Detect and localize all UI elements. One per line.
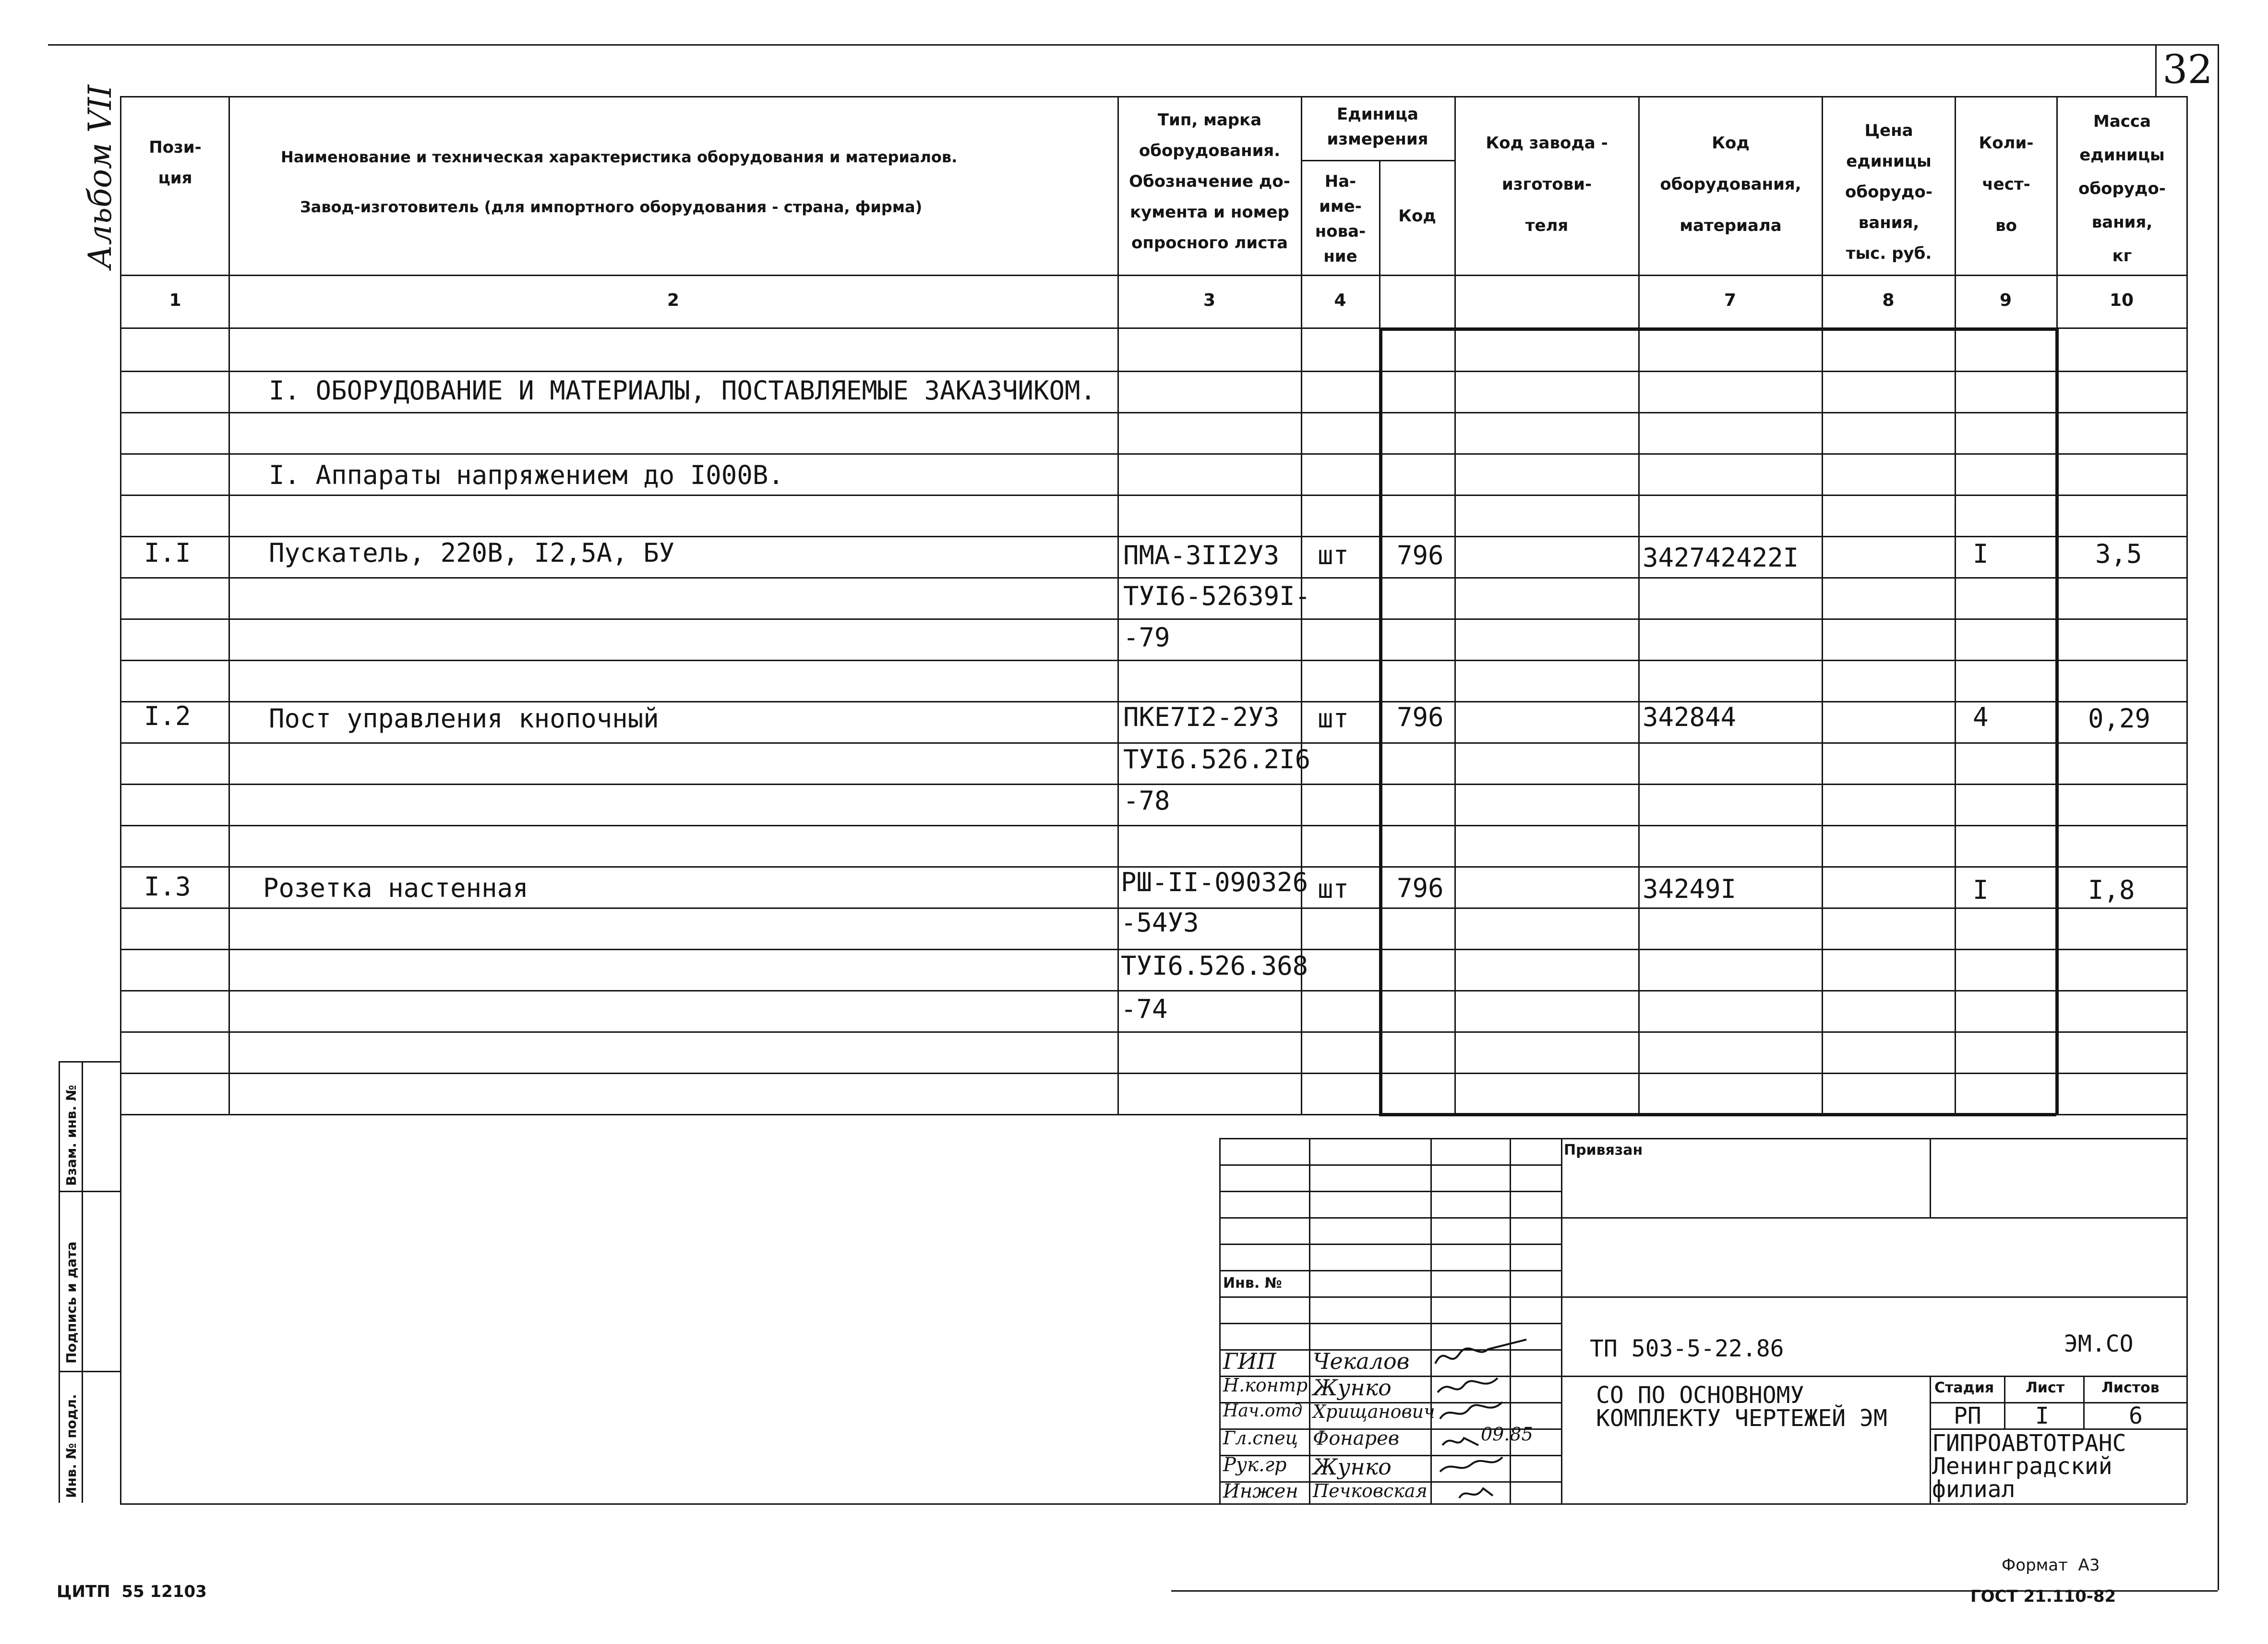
document-code: ТП 503-5-22.86 <box>1590 1335 1784 1362</box>
header-type: Тип, марка оборудования. Обозначение до- кумента и номер опросного листа <box>1129 110 1290 253</box>
column-number: 2 <box>667 290 680 310</box>
item-quantity: 4 <box>1973 702 1989 732</box>
column-number: 10 <box>2109 290 2134 310</box>
item-type-line: ТУI6-52639I- <box>1123 581 1311 611</box>
section-title-text: I. ОБОРУДОВАНИЕ И МАТЕРИАЛЫ, ПОСТАВЛЯЕМЫЕ ЗАКАЗЧИКОМ. <box>269 375 1096 406</box>
inv-number-label: Инв. № <box>1223 1275 1282 1292</box>
item-type-line: ПМА-3II2УЗ <box>1123 540 1280 570</box>
header-unit-code: Код <box>1398 206 1436 226</box>
item-position: I.3 <box>144 871 191 902</box>
item-position: I.2 <box>144 701 191 731</box>
item-unit-code: 796 <box>1397 873 1444 903</box>
item-mass: I,8 <box>2088 875 2135 905</box>
column-number: 3 <box>1203 290 1216 310</box>
footer-format: Формат А3 <box>2002 1556 2100 1575</box>
signature-role: Рук.гр <box>1223 1454 1287 1476</box>
column-number: 1 <box>169 290 181 310</box>
organization-line3: филиал <box>1932 1476 2016 1503</box>
album-label: Альбом VII <box>82 85 119 269</box>
signature-scribble <box>1442 1438 1478 1445</box>
item-type-line: -74 <box>1121 994 1168 1024</box>
item-unit-code: 796 <box>1397 540 1444 570</box>
signature-date: 09.85 <box>1481 1424 1533 1445</box>
item-position: I.I <box>144 538 191 568</box>
item-unit: шт <box>1318 703 1349 734</box>
item-type-line: ТУI6.526.2I6 <box>1123 744 1311 774</box>
header-price: Цена единицы оборудо- вания, тыс. руб. <box>1845 121 1932 263</box>
signature-scribble <box>1459 1488 1493 1498</box>
organization-line1: ГИПРОАВТОТРАНС <box>1932 1430 2126 1457</box>
signature-name: Фонарев <box>1313 1427 1400 1450</box>
item-name: Пускатель, 220В, I2,5А, БУ <box>269 538 675 568</box>
item-quantity: I <box>1973 875 1989 905</box>
header-quantity: Коли- чест- во <box>1979 133 2034 235</box>
organization-line2: Ленинградский <box>1932 1453 2112 1480</box>
signature-name: Жунко <box>1313 1454 1392 1480</box>
item-unit: шт <box>1318 874 1349 904</box>
item-type-line: ТУI6.526.368 <box>1121 951 1308 981</box>
sheet-label: Лист <box>2026 1379 2065 1396</box>
stamp-label-signature-date: Подпись и дата <box>63 1241 79 1364</box>
column-number: 7 <box>1724 290 1737 310</box>
signature-scribble <box>1435 1340 1526 1364</box>
signature-role: Гл.спец <box>1223 1427 1298 1449</box>
item-equipment-code: 342844 <box>1643 702 1737 732</box>
sheets-value: 6 <box>2129 1402 2143 1429</box>
header-factory-code: Код завода - изготови- теля <box>1486 133 1608 235</box>
header-position: Пози- ция <box>149 138 202 188</box>
item-equipment-code: 342742422I <box>1643 543 1799 573</box>
stage-value: РП <box>1954 1402 1981 1429</box>
item-equipment-code: 34249I <box>1643 874 1737 904</box>
bound-label: Привязан <box>1564 1142 1643 1159</box>
subsection-title <box>269 460 784 490</box>
signature-name: Жунко <box>1313 1375 1392 1401</box>
item-unit-code: 796 <box>1397 702 1444 732</box>
stage-label: Стадия <box>1934 1379 1994 1396</box>
signature-role: ГИП <box>1223 1348 1276 1374</box>
item-type-line: -54УЗ <box>1121 907 1199 938</box>
header-unit-group: Единица измерения <box>1327 105 1428 149</box>
column-number: 4 <box>1334 290 1346 310</box>
signature-scribble <box>1440 1402 1502 1419</box>
signature-name: Хрищанович <box>1313 1401 1435 1422</box>
header-name-line2: Завод-изготовитель (для импортного оборудования - страна, фирма) <box>300 198 923 216</box>
subsection-title-text: I. Аппараты напряжением до I000В. <box>269 460 784 490</box>
item-type-line: -78 <box>1123 786 1170 816</box>
item-mass: 0,29 <box>2088 703 2151 734</box>
signature-name: Печковская <box>1313 1480 1428 1501</box>
item-quantity: I <box>1973 539 1989 569</box>
stamp-label-vzam: Взам. инв. № <box>63 1085 79 1186</box>
signature-role: Н.контр <box>1223 1375 1308 1396</box>
item-type-line: РШ-II-090326 <box>1121 867 1308 897</box>
header-unit-name: На- име- нова- ние <box>1315 172 1366 266</box>
item-type-line: -79 <box>1123 622 1170 653</box>
header-mass: Масса единицы оборудо- вания, кг <box>2078 112 2166 266</box>
signature-scribble <box>1440 1457 1502 1472</box>
item-name: Розетка настенная <box>263 873 528 903</box>
item-type-line: ПКЕ7I2-2УЗ <box>1123 702 1280 732</box>
sheet-value: I <box>2035 1402 2049 1429</box>
signature-scribble <box>1438 1378 1498 1392</box>
signature-role: Инжен <box>1223 1480 1298 1502</box>
item-name: Пост управления кнопочный <box>269 703 659 734</box>
signature-name: Чекалов <box>1313 1348 1410 1374</box>
item-unit: шт <box>1318 540 1349 570</box>
stamp-label-inv-podl: Инв. № подл. <box>63 1394 79 1498</box>
section-title <box>269 375 1096 406</box>
handwritten-signatures <box>1430 1325 1565 1508</box>
sheet-number: 32 <box>2162 47 2213 93</box>
document-title-line1: СО ПО ОСНОВНОМУ <box>1596 1382 1804 1409</box>
sheets-label: Листов <box>2101 1379 2160 1396</box>
document-mark: ЭМ.СО <box>2064 1330 2134 1357</box>
header-name-line1: Наименование и техническая характеристика оборудования и материалов. <box>281 148 958 166</box>
item-mass: 3,5 <box>2095 539 2142 569</box>
footer-gost: ГОСТ 21.110-82 <box>1970 1587 2116 1606</box>
signature-role: Нач.отд <box>1223 1401 1303 1421</box>
document-title-line2: КОМПЛЕКТУ ЧЕРТЕЖЕЙ ЭМ <box>1596 1405 1887 1432</box>
column-number: 8 <box>1882 290 1895 310</box>
header-equipment-code: Код оборудования, материала <box>1660 133 1801 235</box>
column-number: 9 <box>1999 290 2012 310</box>
footer-left-code: ЦИТП 55 12103 <box>57 1582 207 1601</box>
